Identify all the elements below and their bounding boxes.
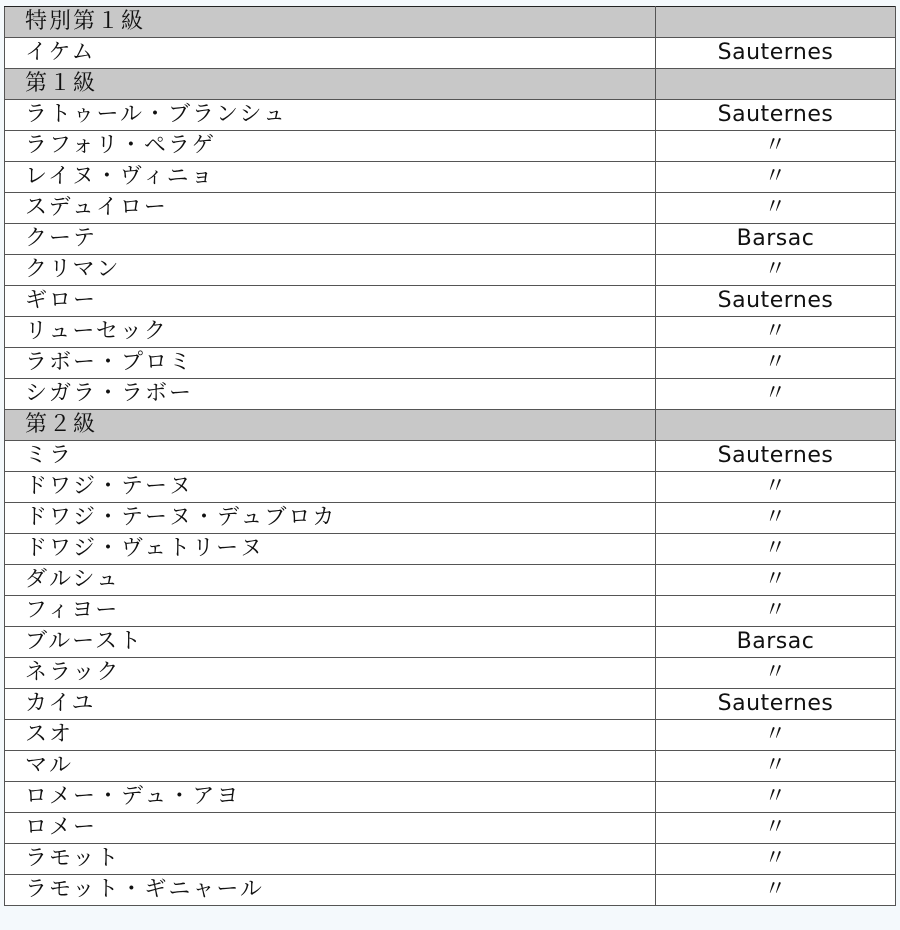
table-row (5, 38, 896, 69)
table-row (5, 782, 896, 813)
chateau-name: ネラック (5, 658, 656, 689)
region: 〃 (656, 503, 896, 534)
table-row (5, 348, 896, 379)
chateau-name: スオ (5, 720, 656, 751)
chateau-name: ミラ (5, 441, 656, 472)
table-row (5, 720, 896, 751)
table-row (5, 255, 896, 286)
table-row (5, 472, 896, 503)
region: 〃 (656, 131, 896, 162)
region: 〃 (656, 193, 896, 224)
region: 〃 (656, 782, 896, 813)
section-header-blank (656, 7, 896, 38)
chateau-name: シガラ・ラボー (5, 379, 656, 410)
table-row (5, 379, 896, 410)
table-row (5, 317, 896, 348)
classification-table (4, 6, 896, 906)
region: 〃 (656, 658, 896, 689)
chateau-name: レイヌ・ヴィニョ (5, 162, 656, 193)
table-row (5, 441, 896, 472)
table-row (5, 100, 896, 131)
section-header-row (5, 7, 896, 38)
region: 〃 (656, 472, 896, 503)
region: 〃 (656, 596, 896, 627)
chateau-name: ギロー (5, 286, 656, 317)
chateau-name: リューセック (5, 317, 656, 348)
chateau-name: ダルシュ (5, 565, 656, 596)
table-row (5, 565, 896, 596)
table-row (5, 875, 896, 906)
table-body (5, 7, 896, 906)
table-row (5, 596, 896, 627)
chateau-name: クーテ (5, 224, 656, 255)
table-row (5, 131, 896, 162)
section-title: 特別第１級 (5, 7, 656, 38)
region: Sauternes (656, 100, 896, 131)
region: 〃 (656, 720, 896, 751)
region: 〃 (656, 875, 896, 906)
chateau-name: ブルースト (5, 627, 656, 658)
chateau-name: ラトゥール・ブランシュ (5, 100, 656, 131)
chateau-name: ドワジ・テーヌ・デュブロカ (5, 503, 656, 534)
table-row (5, 844, 896, 875)
region: Barsac (656, 224, 896, 255)
chateau-name: クリマン (5, 255, 656, 286)
region: 〃 (656, 379, 896, 410)
table-row (5, 162, 896, 193)
table-row (5, 534, 896, 565)
region: 〃 (656, 317, 896, 348)
table-row (5, 224, 896, 255)
table-row (5, 627, 896, 658)
chateau-name: ラフォリ・ペラゲ (5, 131, 656, 162)
chateau-name: フィヨー (5, 596, 656, 627)
chateau-name: ドワジ・ヴェトリーヌ (5, 534, 656, 565)
table-row (5, 193, 896, 224)
chateau-name: ラモット・ギニャール (5, 875, 656, 906)
chateau-name: ラボー・プロミ (5, 348, 656, 379)
chateau-name: スデュイロー (5, 193, 656, 224)
region: Sauternes (656, 441, 896, 472)
section-title: 第２級 (5, 410, 656, 441)
section-header-blank (656, 69, 896, 100)
region: 〃 (656, 534, 896, 565)
classification-table-container (4, 6, 895, 906)
chateau-name: ロメー・デュ・アヨ (5, 782, 656, 813)
region: 〃 (656, 565, 896, 596)
section-header-row (5, 69, 896, 100)
section-header-row (5, 410, 896, 441)
region: 〃 (656, 255, 896, 286)
table-row (5, 751, 896, 782)
chateau-name: ロメー (5, 813, 656, 844)
table-row (5, 658, 896, 689)
section-header-blank (656, 410, 896, 441)
table-row (5, 689, 896, 720)
section-title: 第１級 (5, 69, 656, 100)
region: Barsac (656, 627, 896, 658)
region: 〃 (656, 162, 896, 193)
table-row (5, 813, 896, 844)
chateau-name: イケム (5, 38, 656, 69)
chateau-name: カイユ (5, 689, 656, 720)
region: 〃 (656, 813, 896, 844)
region: Sauternes (656, 689, 896, 720)
chateau-name: ドワジ・テーヌ (5, 472, 656, 503)
region: 〃 (656, 844, 896, 875)
region: Sauternes (656, 286, 896, 317)
chateau-name: ラモット (5, 844, 656, 875)
region: 〃 (656, 751, 896, 782)
table-row (5, 503, 896, 534)
region: Sauternes (656, 38, 896, 69)
region: 〃 (656, 348, 896, 379)
chateau-name: マル (5, 751, 656, 782)
table-row (5, 286, 896, 317)
